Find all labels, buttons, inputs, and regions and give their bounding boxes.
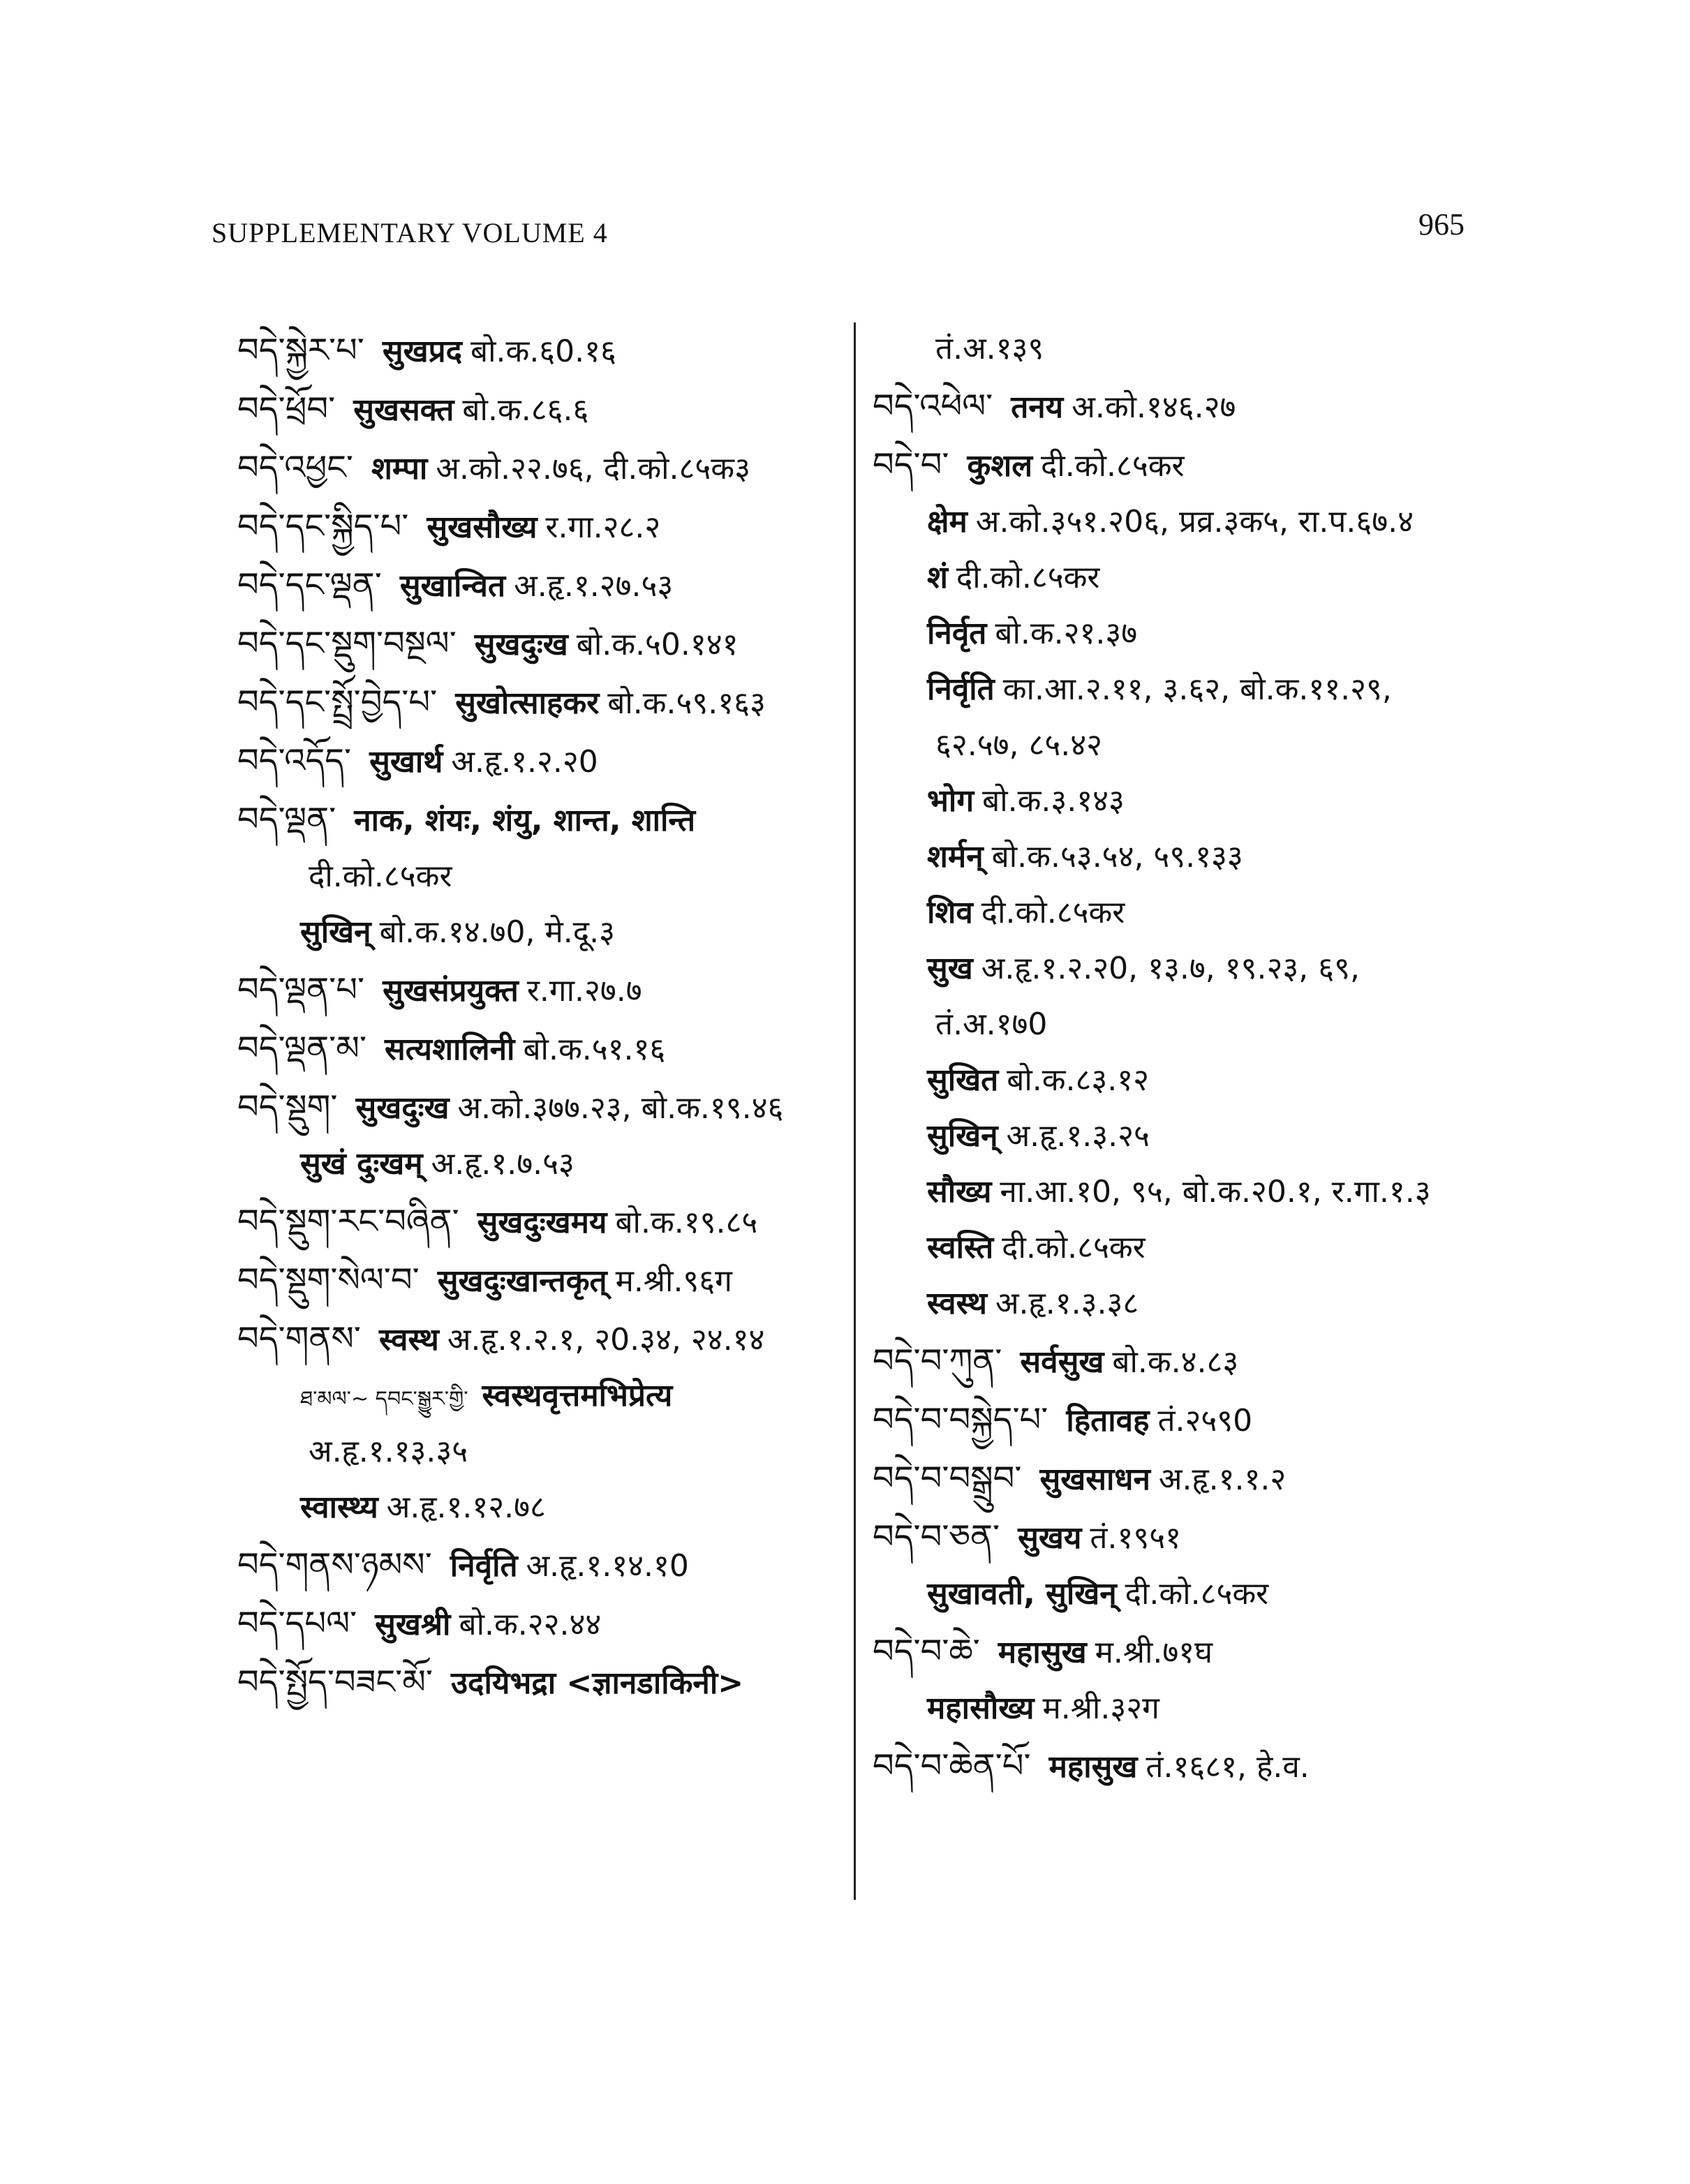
- source-reference: अ.हृ.१.१.२: [1158, 1462, 1287, 1497]
- tibetan-headword: བདེ་དང་སྡུག་བསྔལ་: [237, 624, 457, 663]
- sanskrit-equivalent: भोग: [927, 783, 974, 819]
- source-reference: अ.हृ.१.३.२५: [1006, 1118, 1150, 1154]
- source-reference: र.गा.२७.७: [526, 973, 642, 1009]
- running-head: SUPPLEMENTARY VOLUME 4: [212, 217, 608, 248]
- source-reference: का.आ.२.११, ३.६२, बो.क.११.२९,: [1002, 671, 1392, 707]
- sanskrit-equivalent: क्षेम: [927, 504, 968, 540]
- source-reference: दी.को.८५कर: [1041, 448, 1185, 484]
- entry-continuation: [873, 997, 1501, 1053]
- dictionary-entry: [237, 673, 838, 731]
- sanskrit-equivalent: सुखिन्: [927, 1118, 998, 1154]
- sanskrit-equivalent: शिव: [927, 895, 973, 930]
- entry-continuation: [873, 1164, 1501, 1220]
- source-reference: र.गा.२८.२: [545, 510, 661, 545]
- source-reference: बो.क.५१.१६: [523, 1032, 666, 1067]
- dictionary-entry: [873, 1390, 1501, 1449]
- dictionary-entry: [237, 731, 838, 790]
- tibetan-headword: བདེ་ལྡན་པ་: [237, 970, 365, 1009]
- tibetan-headword: བདེ་དང་སྤྲོ་བྱེད་པ་: [237, 683, 438, 722]
- tibetan-headword: བདེ་བ་བསྐྱེད་པ་: [873, 1400, 1048, 1439]
- sanskrit-equivalent: शम्पा: [371, 451, 428, 486]
- source-reference: अ.को.३७७.२३, बो.क.१९.४६: [457, 1090, 784, 1126]
- entry-continuation: [873, 829, 1501, 885]
- entry-continuation: [873, 1276, 1501, 1332]
- tibetan-headword: བདེ་ལྡན་: [237, 800, 336, 839]
- dictionary-entry: [237, 497, 838, 556]
- tibetan-headword: བདེ་སྡུག་: [237, 1087, 338, 1127]
- dictionary-entry: [873, 436, 1501, 494]
- sanskrit-equivalent: निर्वृति: [927, 671, 995, 707]
- tibetan-headword: བདེ་སྡུག་རང་བཞིན་: [237, 1202, 459, 1241]
- tibetan-headword: བདེ་གནས་: [237, 1319, 361, 1358]
- source-reference: तं.१९५१: [1090, 1520, 1181, 1556]
- sanskrit-equivalent: सुखार्थ: [369, 744, 443, 780]
- dictionary-entry: [237, 1251, 838, 1309]
- sanskrit-equivalent: शर्मन्: [927, 839, 984, 875]
- source-reference: बो.क.५३.५४, ५९.१३३: [991, 839, 1243, 875]
- tibetan-headword: བདེ་བ་བསྒྲུབ་: [873, 1459, 1022, 1498]
- source-reference: अ.हृ.१.२.२0: [451, 744, 598, 780]
- sanskrit-equivalent: स्वस्थवृत्तमभिप्रेत्य: [482, 1378, 673, 1413]
- source-reference: दी.को.८५कर: [956, 560, 1100, 595]
- entry-continuation: [237, 1368, 838, 1424]
- sanskrit-equivalent: स्वस्थ: [927, 1286, 987, 1321]
- dictionary-entry: [237, 321, 838, 380]
- column-divider: [854, 322, 856, 1900]
- sanskrit-equivalent: सौख्य: [927, 1174, 992, 1210]
- source-reference: बो.क.५९.१६३: [607, 685, 766, 721]
- tibetan-headword: བདེ་ལྡན་མ་: [237, 1029, 367, 1068]
- dictionary-entry: [873, 1332, 1501, 1390]
- sanskrit-equivalent: सुखसौख्य: [427, 510, 538, 545]
- entry-continuation: [873, 1566, 1501, 1622]
- dictionary-entry: [873, 377, 1501, 436]
- source-reference: म.श्री.९६ग: [615, 1263, 732, 1299]
- source-reference: अ.हृ.१.३.३८: [995, 1286, 1139, 1321]
- sanskrit-equivalent: स्वस्थ: [378, 1322, 439, 1358]
- sanskrit-equivalent: तनय: [1011, 389, 1064, 425]
- entry-continuation: [237, 1480, 838, 1536]
- page-number: 965: [1418, 207, 1465, 242]
- sanskrit-equivalent: सुखश्री: [375, 1607, 451, 1642]
- source-reference: दी.को.८५कर: [1125, 1576, 1269, 1612]
- dictionary-entry: [873, 1449, 1501, 1508]
- sanskrit-equivalent: सुखप्रद: [382, 334, 463, 369]
- dictionary-entry: [237, 1309, 838, 1368]
- sanskrit-equivalent: स्वास्थ्य: [300, 1490, 378, 1525]
- entry-continuation: [873, 885, 1501, 941]
- tibetan-headword: བདེ་བ་: [873, 445, 949, 484]
- dictionary-entry: [237, 1078, 838, 1136]
- entry-continuation: [873, 662, 1501, 718]
- source-reference: तं.१६८१, हे.व.: [1146, 1749, 1310, 1785]
- sanskrit-equivalent: सुखसंप्रयुक्त: [383, 973, 519, 1009]
- dictionary-entry: [237, 380, 838, 438]
- sanskrit-equivalent: हितावह: [1066, 1403, 1150, 1439]
- source-reference: ना.आ.१0, ९५, बो.क.२0.१, र.गा.१.३: [1000, 1174, 1431, 1210]
- sanskrit-equivalent: महासौख्य: [927, 1691, 1035, 1726]
- entry-continuation: [237, 849, 838, 905]
- entry-continuation: [873, 606, 1501, 662]
- entry-continuation: [237, 905, 838, 960]
- sanskrit-equivalent: सुखित: [927, 1062, 999, 1098]
- sanskrit-equivalent: सुखिन्: [300, 914, 371, 950]
- tibetan-headword: བདེ་དང་ལྡན་: [237, 565, 382, 604]
- tibetan-headword: བདེ་སྐྱེར་པ་: [237, 331, 364, 370]
- source-reference: अ.हृ.१.७.५३: [431, 1146, 575, 1182]
- source-reference: बो.क.३.१४३: [982, 783, 1125, 819]
- source-reference: बो.क.२१.३७: [995, 616, 1138, 651]
- dictionary-entry: [873, 1508, 1501, 1566]
- dictionary-entry: [237, 790, 838, 849]
- source-reference: तं.अ.१७0: [935, 1006, 1048, 1042]
- dictionary-entry: [237, 438, 838, 497]
- source-reference: दी.को.८५कर: [309, 859, 452, 894]
- source-reference: बो.क.१४.७0, मे.दू.३: [379, 914, 615, 950]
- sanskrit-equivalent: सुखसक्त: [353, 392, 454, 428]
- entry-continuation: [873, 1681, 1501, 1737]
- sanskrit-equivalent: सुखान्वित: [399, 568, 506, 604]
- entry-continuation: [873, 1108, 1501, 1164]
- source-reference: अ.हृ.१.१२.७८: [386, 1490, 546, 1525]
- sanskrit-equivalent: निर्वृत: [927, 616, 987, 651]
- sanskrit-equivalent: सुख: [927, 951, 973, 986]
- entry-continuation: [237, 1136, 838, 1192]
- source-reference: बो.क.८६.६: [462, 392, 589, 428]
- tibetan-headword: བདེ་དཔལ་: [237, 1604, 357, 1643]
- entry-continuation: [873, 550, 1501, 606]
- sanskrit-equivalent: शं: [927, 560, 948, 595]
- source-reference: तं.अ.१३९: [935, 331, 1044, 366]
- tibetan-headword: བདེ་འཕེལ་: [873, 387, 993, 426]
- source-reference: म.श्री.३२ग: [1042, 1691, 1159, 1726]
- entry-continuation: [873, 941, 1501, 997]
- source-reference: अ.हृ.१.२७.५३: [514, 568, 674, 604]
- tibetan-headword: བདེ་གནས་ཉམས་: [237, 1545, 432, 1584]
- tibetan-headword: བདེ་བ་ཆེན་པོ་: [873, 1746, 1031, 1785]
- entry-continuation: [873, 1053, 1501, 1108]
- tibetan-headword: བདེ་བ་ཅན་: [873, 1517, 1000, 1557]
- sanskrit-equivalent: सर्वसुख: [1020, 1344, 1104, 1380]
- source-reference: बो.क.५0.१४१: [576, 627, 739, 662]
- dictionary-entry: [237, 1594, 838, 1653]
- dictionary-entry: [237, 556, 838, 614]
- dictionary-entry: [237, 1019, 838, 1078]
- tibetan-headword: བདེ་དང་སྐྱིད་པ་: [237, 507, 409, 546]
- entry-continuation: [873, 321, 1501, 377]
- sanskrit-equivalent: सुखय: [1018, 1520, 1082, 1556]
- sanskrit-equivalent: महासुख: [1048, 1749, 1138, 1785]
- source-reference: बो.क.४.८३: [1112, 1344, 1239, 1380]
- source-reference: अ.हृ.१.२.२0, १३.७, १९.२३, ६९,: [981, 951, 1360, 986]
- source-reference: बो.क.१९.८५: [615, 1205, 758, 1240]
- source-reference: अ.को.३५१.२0६, प्रव्र.३क५, रा.प.६७.४: [975, 504, 1414, 540]
- sanskrit-equivalent: महासुख: [998, 1635, 1087, 1670]
- source-reference: अ.को.१४६.२७: [1072, 389, 1236, 425]
- sanskrit-equivalent: उदयिभद्रा <ज्ञानडाकिनी>: [451, 1665, 744, 1701]
- tibetan-headword: བདེ་སྡུག་སེལ་བ་: [237, 1261, 420, 1300]
- source-reference: बो.क.२२.४४: [459, 1607, 602, 1642]
- left-column: [237, 321, 838, 1711]
- right-column: [873, 321, 1501, 1795]
- source-reference: बो.क.६0.१६: [470, 334, 616, 369]
- source-reference: दी.को.८५कर: [1002, 1230, 1146, 1265]
- tibetan-headword: བདེ་བ་ཀུན་: [873, 1342, 1002, 1381]
- source-reference: ६२.५७, ८५.४२: [935, 727, 1102, 763]
- entry-continuation: [873, 494, 1501, 550]
- dictionary-entry: [237, 1192, 838, 1251]
- tibetan-headword: བདེ་བ་ཆེ་: [873, 1632, 980, 1671]
- dictionary-entry: [237, 960, 838, 1019]
- source-reference: बो.क.८३.१२: [1007, 1062, 1150, 1098]
- entry-continuation: [873, 1220, 1501, 1276]
- sanskrit-equivalent: सुखदुःख: [474, 627, 568, 662]
- dictionary-entry: [873, 1737, 1501, 1795]
- sanskrit-equivalent: सुखदुःखान्तकृत्: [437, 1263, 607, 1299]
- tibetan-headword: བདེ་འཕྱང་: [237, 448, 353, 487]
- sanskrit-equivalent: सुखोत्साहकर: [455, 685, 600, 721]
- entry-continuation: [237, 1424, 838, 1480]
- sanskrit-equivalent: स्वस्ति: [927, 1230, 994, 1265]
- tibetan-headword: བདེ་སྤྱོད་བཟང་མོ་: [237, 1663, 433, 1702]
- sanskrit-equivalent: सुखदुःख: [355, 1090, 450, 1126]
- tibetan-headword: བདེ་ཕྲོབ་: [237, 389, 336, 429]
- sanskrit-equivalent: सुखावती, सुखिन्: [927, 1576, 1117, 1612]
- sanskrit-equivalent: सुखं दुःखम्: [300, 1146, 423, 1182]
- dictionary-entry: [237, 1653, 838, 1711]
- sanskrit-equivalent: सत्यशालिनी: [385, 1032, 515, 1067]
- dictionary-entry: [873, 1622, 1501, 1681]
- tibetan-headword: བདེ་འདོད་: [237, 741, 352, 780]
- entry-continuation: [873, 718, 1501, 773]
- sanskrit-equivalent: निर्वृति: [450, 1548, 518, 1584]
- source-reference: अ.हृ.१.२.१, २0.३४, २४.१४: [447, 1322, 765, 1358]
- entry-continuation: [873, 773, 1501, 829]
- source-reference: दी.को.८५कर: [981, 895, 1125, 930]
- dictionary-entry: [237, 614, 838, 673]
- source-reference: अ.हृ.१.१४.१0: [526, 1548, 689, 1584]
- source-reference: म.श्री.७१घ: [1095, 1635, 1213, 1670]
- sanskrit-equivalent: कुशल: [967, 448, 1033, 484]
- tibetan-phrase: ཐ་མལ་~ དབང་སྒྱུར་གྱི་: [300, 1387, 468, 1411]
- sanskrit-equivalent: सुखसाधन: [1039, 1462, 1150, 1497]
- source-reference: अ.को.२२.७६, दी.को.८५क३: [436, 451, 750, 486]
- source-reference: तं.२५९0: [1157, 1403, 1253, 1439]
- source-reference: अ.हृ.१.१३.३५: [309, 1434, 468, 1469]
- dictionary-entry: [237, 1536, 838, 1594]
- sanskrit-equivalent: सुखदुःखमय: [477, 1205, 607, 1240]
- sanskrit-equivalent: नाक, शंयः, शंयु, शान्त, शान्ति: [354, 803, 696, 838]
